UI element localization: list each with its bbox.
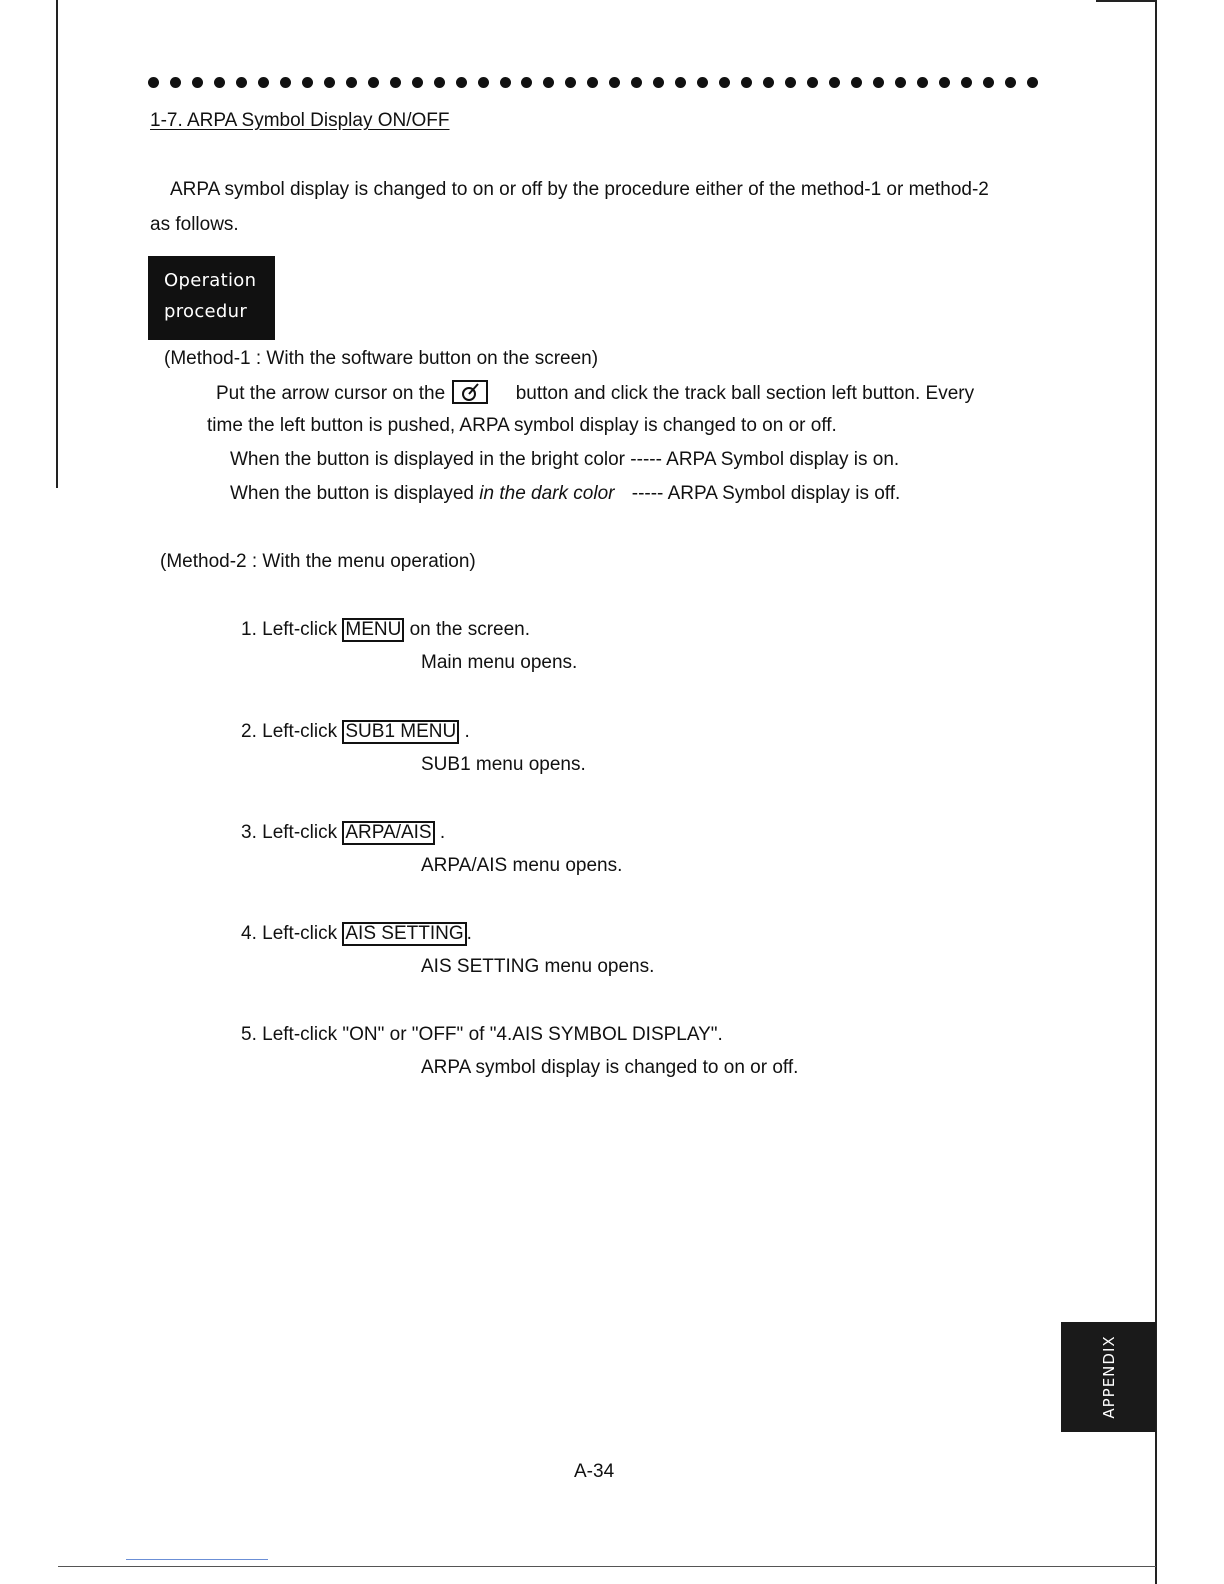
menu-button-label: MENU — [342, 618, 404, 642]
intro-line-1: ARPA symbol display is changed to on or off by the procedure either of the method-1 or method-2 — [170, 179, 989, 200]
header-dot — [631, 77, 642, 88]
step-1-result: Main menu opens. — [421, 652, 578, 673]
header-dot — [170, 77, 181, 88]
step-prefix: 3. Left-click — [241, 822, 343, 843]
header-dot — [521, 77, 532, 88]
step-prefix: 4. Left-click — [241, 923, 343, 944]
header-dot — [587, 77, 598, 88]
step-suffix: . — [466, 923, 472, 944]
intro-line-2: as follows. — [150, 214, 239, 235]
header-dot — [434, 77, 445, 88]
bottom-rule — [58, 1566, 1156, 1567]
header-dot — [390, 77, 401, 88]
step-2 — [241, 720, 470, 744]
appendix-side-tab — [1061, 1322, 1156, 1432]
header-dot — [280, 77, 291, 88]
method1-line-2: time the left button is pushed, ARPA symbol display is changed to on or off. — [207, 415, 837, 436]
header-dot — [346, 77, 357, 88]
sub1-menu-button-label: SUB1 MENU — [342, 720, 459, 744]
ais-setting-button-label: AIS SETTING — [342, 922, 466, 946]
method1-dark-color — [230, 482, 900, 506]
header-dot — [939, 77, 950, 88]
step-suffix: . — [434, 822, 446, 843]
appendix-tab-label: APPENDIX — [1099, 1335, 1118, 1419]
operation-label-line-1: Operation — [164, 270, 257, 291]
header-dot — [214, 77, 225, 88]
header-dot — [917, 77, 928, 88]
operation-procedure-label — [148, 256, 275, 340]
method2-heading: (Method-2 : With the menu operation) — [160, 551, 476, 572]
header-dot — [236, 77, 247, 88]
header-dot — [873, 77, 884, 88]
header-dot — [565, 77, 576, 88]
step-suffix: . — [459, 721, 470, 742]
method1-heading: (Method-1 : With the software button on the screen) — [164, 348, 599, 369]
header-dot — [324, 77, 335, 88]
header-dot — [148, 77, 159, 88]
method1-bright-color: When the button is displayed in the bright color ----- ARPA Symbol display is on. — [230, 449, 900, 470]
header-dot — [807, 77, 818, 88]
header-dot — [675, 77, 686, 88]
header-dot — [851, 77, 862, 88]
method1-line-1 — [216, 380, 974, 406]
header-dot — [741, 77, 752, 88]
section-title: 1-7. ARPA Symbol Display ON/OFF — [150, 110, 450, 131]
header-dot — [368, 77, 379, 88]
top-right-corner-mark — [1096, 0, 1156, 2]
step-1 — [241, 618, 530, 642]
step-5: 5. Left-click "ON" or "OFF" of "4.AIS SYMBOL DISPLAY". — [241, 1024, 723, 1045]
method1-line-1-post: button and click the track ball section left button. Every — [515, 383, 975, 404]
arpa-symbol-icon — [452, 380, 488, 404]
step-suffix: on the screen. — [404, 619, 531, 640]
header-dot — [961, 77, 972, 88]
step-5-result: ARPA symbol display is changed to on or off. — [421, 1057, 799, 1078]
step-3 — [241, 821, 445, 845]
header-dot — [302, 77, 313, 88]
header-dot — [719, 77, 730, 88]
dark-color-italic: in the dark color — [479, 483, 615, 504]
header-dot — [412, 77, 423, 88]
operation-label-line-2: procedur — [164, 301, 248, 322]
header-dot — [478, 77, 489, 88]
header-dot — [763, 77, 774, 88]
header-dot — [697, 77, 708, 88]
header-dot — [983, 77, 994, 88]
header-dot — [785, 77, 796, 88]
header-dot — [829, 77, 840, 88]
dotted-header-rule — [148, 72, 1038, 92]
left-margin-rule — [56, 0, 58, 488]
header-dot — [609, 77, 620, 88]
header-dot — [1027, 77, 1038, 88]
header-dot — [543, 77, 554, 88]
arpa-ais-button-label: ARPA/AIS — [342, 821, 434, 845]
step-3-result: ARPA/AIS menu opens. — [421, 855, 623, 876]
header-dot — [1005, 77, 1016, 88]
arpa-symbol-glyph — [460, 383, 480, 401]
page-number: A-34 — [574, 1461, 615, 1482]
header-dot — [258, 77, 269, 88]
step-2-result: SUB1 menu opens. — [421, 754, 586, 775]
bottom-blue-line — [126, 1559, 268, 1560]
header-dot — [192, 77, 203, 88]
dark-color-pre: When the button is displayed — [230, 483, 474, 504]
header-dot — [456, 77, 467, 88]
step-4-result: AIS SETTING menu opens. — [421, 956, 655, 977]
header-dot — [500, 77, 511, 88]
dark-color-post: ----- ARPA Symbol display is off. — [631, 483, 901, 504]
step-prefix: 2. Left-click — [241, 721, 343, 742]
method1-line-1-pre: Put the arrow cursor on the — [216, 383, 446, 404]
header-dot — [653, 77, 664, 88]
step-4 — [241, 922, 472, 946]
step-prefix: 1. Left-click — [241, 619, 343, 640]
header-dot — [895, 77, 906, 88]
